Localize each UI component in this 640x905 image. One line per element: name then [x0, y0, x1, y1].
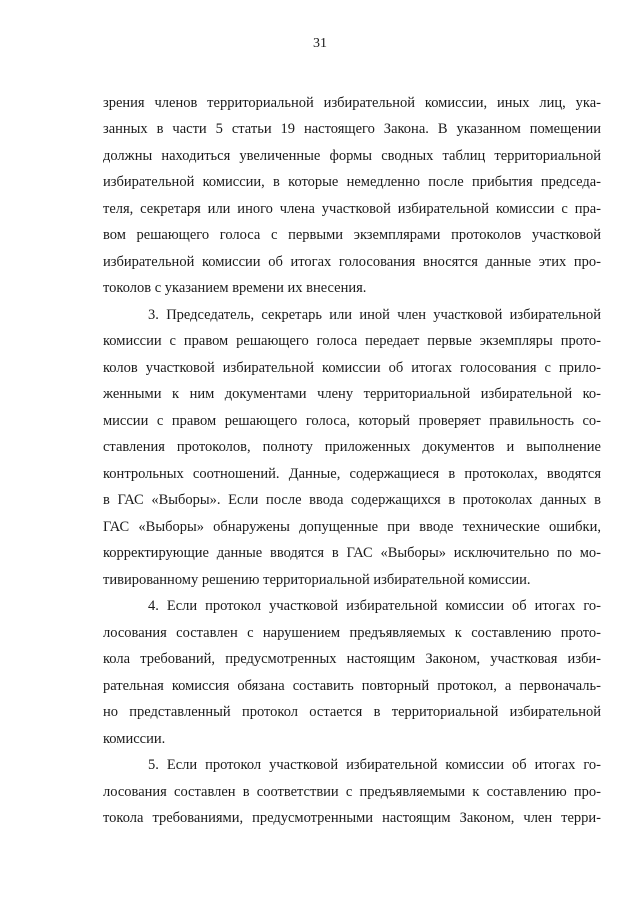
text-line: но представленный протокол остается в территориальной избирательной	[103, 704, 601, 720]
text-line: женными к ним документами члену территориальной избирательной ко-	[103, 386, 601, 402]
text-line: занных в части 5 статьи 19 настоящего Закона. В указанном помещении	[103, 121, 601, 137]
text-line: рательная комиссия обязана составить повторный протокол, а первоначаль-	[103, 678, 601, 694]
text-line: ставления протоколов, полноту приложенных документов и выполнение	[103, 439, 601, 455]
text-line: лосования составлен с нарушением предъявляемых к составлению прото-	[103, 625, 601, 641]
text-line: кола требований, предусмотренных настоящим Законом, участковая изби-	[103, 651, 601, 667]
text-line: должны находиться увеличенные формы сводных таблиц территориальной	[103, 148, 601, 164]
text-line: вом решающего голоса с первыми экземплярами протоколов участковой	[103, 227, 601, 243]
text-line: комиссии с правом решающего голоса передает первые экземпляры прото-	[103, 333, 601, 349]
text-line: тивированному решению территориальной избирательной комиссии.	[103, 572, 531, 588]
paragraph-4-start: 4. Если протокол участковой избирательной комиссии об итогах го-	[148, 598, 601, 614]
text-line: токолов с указанием времени их внесения.	[103, 280, 367, 296]
text-line: ГАС «Выборы» обнаружены допущенные при вводе технические ошибки,	[103, 519, 601, 535]
text-line: избирательной комиссии об итогах голосования вносятся данные этих про-	[103, 254, 601, 270]
text-line: зрения членов территориальной избирательной комиссии, иных лиц, ука-	[103, 95, 601, 111]
text-line: теля, секретаря или иного члена участковой избирательной комиссии с пра-	[103, 201, 601, 217]
text-line: корректирующие данные вводятся в ГАС «Выборы» исключительно по мо-	[103, 545, 601, 561]
text-line: токола требованиями, предусмотренными настоящим Законом, член терри-	[103, 810, 601, 826]
page-number: 31	[313, 36, 327, 51]
paragraph-3-start: 3. Председатель, секретарь или иной член участковой избирательной	[148, 307, 601, 323]
text-line: колов участковой избирательной комиссии об итогах голосования с прило-	[103, 360, 601, 376]
text-line: комиссии.	[103, 731, 166, 747]
text-line: лосования составлен в соответствии с предъявляемыми к составлению про-	[103, 784, 601, 800]
text-line: в ГАС «Выборы». Если после ввода содержащихся в протоколах данных в	[103, 492, 601, 508]
text-line: избирательной комиссии, в которые немедленно после прибытия председа-	[103, 174, 601, 190]
text-line: миссии с правом решающего голоса, который проверяет правильность со-	[103, 413, 601, 429]
paragraph-5-start: 5. Если протокол участковой избирательной комиссии об итогах го-	[148, 757, 601, 773]
text-line: контрольных соотношений. Данные, содержащиеся в протоколах, вводятся	[103, 466, 601, 482]
